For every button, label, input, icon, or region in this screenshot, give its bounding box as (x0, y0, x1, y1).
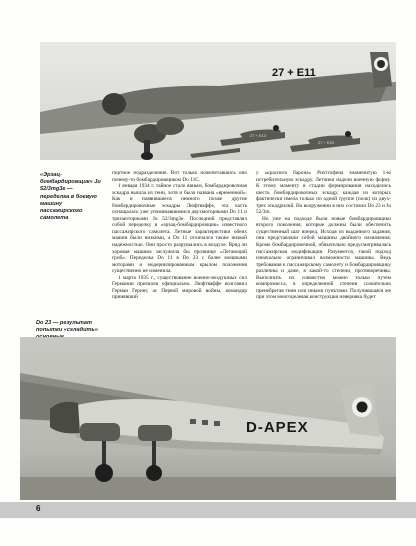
paragraph: у «красного барона» Рихтгофена знаменитую 1-ю истребительную эскадру. Летчики надели военную форму. К этому моменту в стадии формирования находились шесть бомбардировочных эскадр, каждая из которых фактически имела только по одной группе (полк) из двух-трех эскадрилий. На вооружении в них состояли Do 23 и Ju 52/3m. (256, 170, 391, 216)
body-column-1 (112, 170, 247, 301)
registration-label-small-1: 27 + E13 (250, 133, 267, 138)
photo-ju52-formation (40, 42, 396, 160)
photo-ju52-formation-image (40, 42, 396, 160)
page-number: 6 (36, 504, 41, 513)
caption-bottom: Do 23 — результат попытки «сгладить» (36, 320, 98, 334)
paragraph: портное подразделение. Вот только ножепетавшись оно почему-то бомбардировщиком Do 11C. (112, 170, 247, 183)
registration-label-bottom: D-APEX (246, 419, 309, 436)
photo-do23-image (20, 337, 396, 500)
registration-label-small-2: 27 + E23 (318, 140, 335, 145)
paragraph: 1 марта 1935 г., существование военно-воздушных сил Германии признали официально. Люфтваффе возглавил Герман Геринг, ас Первой мировой войны, командир принявший (112, 274, 247, 301)
footer-bar (0, 502, 416, 518)
caption-top: «Эрзац-бомбардировщик» Ju 52/3mg3e — переделка в боевую машину пассажирского самолета (40, 172, 101, 222)
photo-do23 (20, 337, 396, 500)
paragraph: 1 января 1934 г. тайное стало явным, бомбардировочная эскадра вышла из тени, хотя и была названа «временной». Как и появившиеся немного позже другие бомбардировочные эскадры Люфтваффе, эта часть оснащалась уже упоминавшимися двухмоторными Do 11 и трехмоторными Ju 52/3mg3e. Последний представлял собой переделку в «эрзац-бомбардировщик» известного пассажирского самолета. Летные характеристики обеих машин были низкими, а Do 11 отличался также низкой надежностью. Они просто разрушались в воздухе. Вряд ли хоровая машина заслужила бы прозвище «Летающий гроб». Переделка Do 11 в Do 23 с более мощными моторами и модернизированным крылом положения существенно не изменила. (112, 183, 247, 275)
registration-label-top: 27 + E11 (272, 67, 316, 79)
paragraph: Но уже на подходе были новые бомбардировщики второго поколения, которые должны были обеспечить существенный шаг вперед. Исходя из выданного задания, они представляли собой машины двойного назначения. Кроме бомбардировочной, обязательно предусматривалась пассажирская модификация. Разумеется, такой подход изначально ограничивал возможности машины. Ведь требования к пассажирскому самолету и бомбардировщику различны и даже, в какой-то степени, противоречивы. Выполнить их совместно можно только путем компромисса, в определенной степени сознательно пренебрегая теми или иными пунктами. Получившаяся же при этом многоцелевая конструкция наверняка будет (256, 215, 391, 301)
body-column-2 (256, 170, 391, 301)
